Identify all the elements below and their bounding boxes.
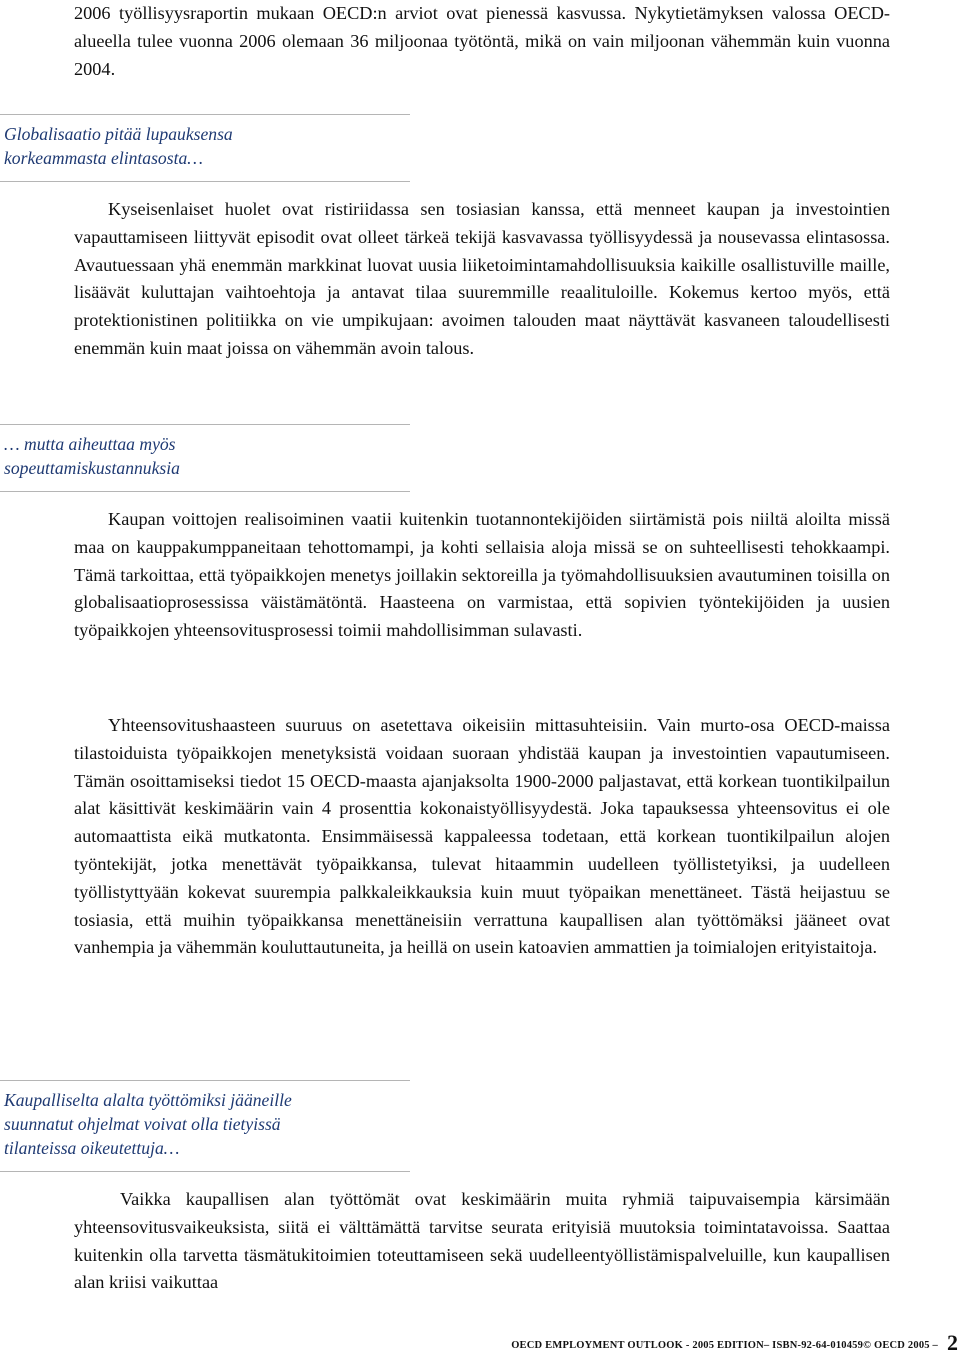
sidenote-rule-bottom <box>0 1171 410 1172</box>
sidenote-rule-top <box>0 114 410 115</box>
footer-publication-info: OECD EMPLOYMENT OUTLOOK - 2005 EDITION– ISBN-92-64-010459© OECD 2005 – <box>511 1340 938 1351</box>
page-number: 2 <box>947 1330 958 1355</box>
sidenote-globalization-promise: Globalisaatio pitää lupauksensa korkeammasta elintasosta… <box>4 124 233 168</box>
paragraph-adjustment-scale: Yhteensovitushaasteen suuruus on asetettava oikeisiin mittasuhteisiin. Vain murto-osa OECD-maissa tilastoiduista työpaikkojen menetyksistä voidaan suoraan yhdistää kaupan ja investointien vapautumiseen. Tämän osoittamiseksi tiedot 15 OECD-maasta ajanjaksolta 1900-2000 paljastavat, että korkean tuontikilpailun alat käsittivät keskimäärin vain 4 prosenttia kokonaistyöllisyydestä. Joka tapauksessa yhteensovitus ei ole automaattista eikä mutkatonta. Ensimmäisessä kappaleessa todetaan, että korkean tuontikilpailun alojen työntekijät, jotka menettävät työpaikkansa, tulevat hitaammin uudelleen työllistetyiksi, ja uudelleen työllistyttyään kokevat suurempia palkkaleikkauksia kuin muut työpaikan menettäneet. Tästä heijastuu se tosiasia, että muihin työpaikkansa menettäneisiin verrattuna kaupallisen alan työttömäksi jääneet ovat vanhempia ja vähemmän kouluttautuneita, ja heillä on usein katoavien ammattien ja toimialojen erityistaitoja. <box>74 715 890 958</box>
sidenote-targeted-programs: Kaupalliselta alalta työttömiksi jääneille suunnatut ohjelmat voivat olla tietyissä tilanteissa oikeutettuja… <box>4 1090 292 1158</box>
sidenote-rule-bottom <box>0 491 410 492</box>
paragraph-intro: 2006 työllisyysraportin mukaan OECD:n arviot ovat pienessä kasvussa. Nykytietämyksen valossa OECD-alueella tulee vuonna 2006 olemaan 36 miljoonaa työtöntä, mikä on vain miljoonan vähemmän kuin vuonna 2004. <box>74 3 890 79</box>
sidenote-adjustment-costs: … mutta aiheuttaa myös sopeuttamiskustannuksia <box>4 434 180 478</box>
paragraph-benefits: Kyseisenlaiset huolet ovat ristiriidassa sen tosiasian kanssa, että menneet kaupan ja investointien vapauttamiseen liittyvät episodit ovat olleet tärkeä tekijä kasvavassa työllisyydessä ja nousevassa elintasossa. Avautuessaan yhä enemmän markkinat luovat uusia liiketoimintamahdollisuuksia kaikille osallistuville maille, lisäävät kuluttajan vaihtoehtoja ja antavat tilaa suuremmille reaalituloille. Kokemus kertoo myös, että protektionistinen politiikka on vie umpikujaan: avoimen talouden maat näyttävät kasvaneen taloudellisesti enemmän kuin maat joissa on vähemmän avoin talous. <box>74 199 890 358</box>
sidenote-rule-top <box>0 424 410 425</box>
paragraph-trade-displaced: Vaikka kaupallisen alan työttömät ovat keskimäärin muita ryhmiä taipuvaisempia kärsimään yhteensovitusvaikeuksista, siitä ei välttämättä tarvitse seurata erityisiä muutoksia toimintatavoissa. Saattaa kuitenkin olla tarvetta täsmätukitoimien toteuttamiseen sekä uudelleentyöllistämispalveluille, kun kaupallisen alan kriisi vaikuttaa <box>74 1189 890 1293</box>
paragraph-reallocation: Kaupan voittojen realisoiminen vaatii kuitenkin tuotannontekijöiden siirtämistä pois niiltä aloilta missä maa on kauppakumppaneitaan tehottomampi, ja kohti sellaisia aloja missä se on suhteellisesti tehokkaampi. Tämä tarkoittaa, että työpaikkojen menetys joillakin sektoreilla ja työmahdollisuuksien avautuminen toisilla on globalisaatioprosessissa väistämätöntä. Haasteena on varmistaa, että sopivien työntekijöiden ja uusien työpaikkojen yhteensovitusprosessi toimii mahdollisimman sulavasti. <box>74 509 890 641</box>
sidenote-rule-top <box>0 1080 410 1081</box>
sidenote-rule-bottom <box>0 181 410 182</box>
page-footer <box>0 1330 960 1356</box>
